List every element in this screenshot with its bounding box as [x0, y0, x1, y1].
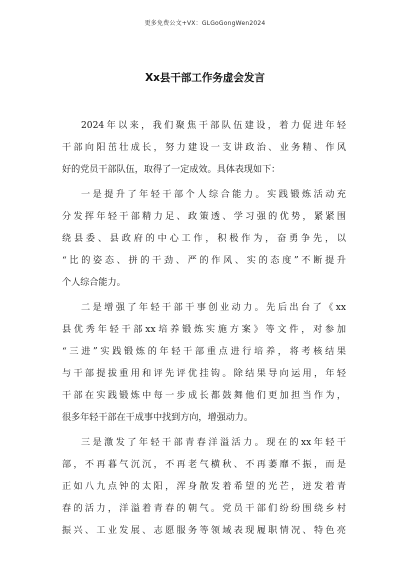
text-line: 县优秀年轻干部xx培养锻炼实施方案》等文件，对参加: [62, 325, 346, 335]
text-line: 绕县委、县政府的中心工作，积极作为，奋勇争先，以: [62, 234, 346, 244]
text-line: 三是激发了年轻干部青春洋溢活力。现在的xx年轻干: [81, 438, 346, 448]
text-line: 与干部提拔重用和评先评优挂钩。除结果导向运用，年轻: [62, 369, 346, 379]
text-line: 干部向阳茁壮成长，努力建设一支讲政治、业务精、作风: [62, 143, 346, 153]
document-body: [62, 115, 346, 545]
text-line: 个人综合能力。: [62, 278, 126, 288]
text-line: 好的党员干部队伍，取得了一定成效。具体表现如下：: [62, 165, 281, 175]
text-line: 2024年以来，我们聚焦干部队伍建设，着力促进年轻: [81, 121, 346, 131]
header-note: 更多免费公文+VX：GLGoGongWen2024: [144, 20, 266, 27]
paragraph-2: [62, 184, 346, 294]
paragraph-4: [62, 432, 346, 542]
text-line: 部，不再暮气沉沉，不再老气横秋、不再萎靡不振，而是: [62, 460, 346, 470]
text-line: “三进”实践锻炼的年轻干部重点进行培养，将考核结果: [62, 347, 346, 357]
text-line: 二是增强了年轻干部干事创业动力。先后出台了《xx: [81, 303, 346, 313]
paragraph-1: [62, 115, 346, 181]
text-line: 很多年轻干部在干成事中找到方向，增强动力。: [62, 413, 253, 423]
text-line: “比的姿态、拼的干劲、严的作风、实的态度”不断提升: [62, 256, 346, 266]
text-line: 春的活力，洋溢着青春的朝气。党员干部们纷纷围绕乡村: [62, 504, 346, 514]
text-line: 振兴、工业发展、志愿服务等领域表现履职情况、特色亮: [62, 526, 346, 536]
paragraph-3: [62, 297, 346, 429]
text-line: 分发挥年轻干部精力足、政策透、学习强的优势，紧紧围: [62, 212, 346, 222]
text-line: 干部在实践锻炼中每一步成长都鼓舞他们更加担当作为，: [62, 391, 346, 401]
text-line: 一是提升了年轻干部个人综合能力。实践锻炼活动充: [81, 190, 346, 200]
document-title: Xx县干部工作务虚会发言: [145, 72, 265, 84]
text-line: 正如八九点钟的太阳，浑身散发着希望的光芒，迸发着青: [62, 482, 346, 492]
